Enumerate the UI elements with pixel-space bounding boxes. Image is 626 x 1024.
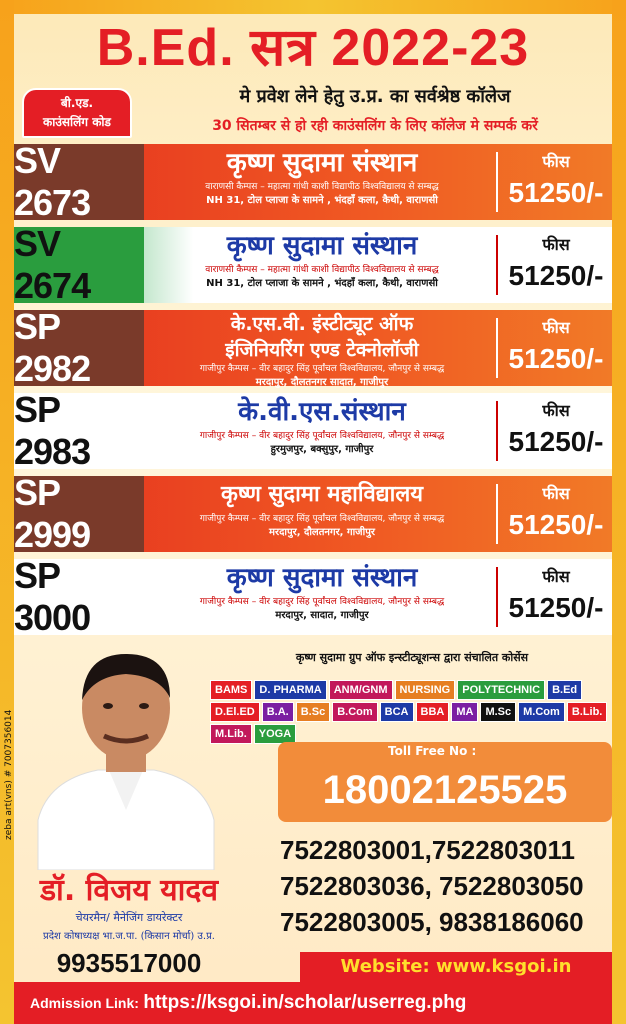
counselling-notice: 30 सितम्बर से हो रही काउंसलिंग के लिए कॉलेज मे सम्पर्क करें — [212, 118, 538, 134]
course-chip: BBA — [416, 702, 450, 722]
college-info — [152, 310, 492, 386]
divider — [496, 318, 498, 378]
fee-box — [500, 144, 612, 220]
course-chip: M.Com — [518, 702, 565, 722]
phone-line[interactable]: 7522803001,7522803011 — [280, 835, 575, 865]
college-address: मरदापुर, दौलतनगर, गाजीपुर — [269, 527, 375, 538]
college-name: कृष्ण सुदामा महाविद्यालय — [220, 482, 423, 507]
subtitle: मे प्रवेश लेने हेतु उ.प्र. का सर्वश्रेष्ठ कॉलेज — [239, 86, 511, 107]
fee-label: फीस — [542, 401, 570, 420]
counselling-code-tag — [22, 88, 132, 138]
college-code: SP 2982 — [14, 310, 144, 386]
main-title: B.Ed. सत्र 2022-23 — [96, 19, 530, 77]
tollfree-label: Toll Free No : — [388, 744, 477, 758]
fee-label: फीस — [542, 567, 570, 586]
person-silhouette-icon — [28, 640, 224, 870]
college-affiliation: गाजीपुर कैम्पस – वीर बहादुर सिंह पूर्वांचल विश्वविद्यालय, जौनपुर से सम्बद्ध — [199, 431, 445, 441]
phone-line[interactable]: 7522803005, 9838186060 — [280, 907, 584, 937]
college-row — [14, 223, 612, 306]
college-name: कृष्ण सुदामा संस्थान — [226, 563, 418, 593]
artist-watermark: zeba art(vns) # 7007356014 — [4, 709, 14, 840]
admission-label: Admission Link: — [30, 995, 139, 1011]
college-address: NH 31, टोल प्लाजा के सामने , भंदहाँ कला, कैथी, वाराणसी — [206, 195, 438, 206]
college-row — [14, 389, 612, 472]
college-info — [152, 144, 492, 220]
course-chip: M.Lib. — [210, 724, 252, 744]
course-chip: BCA — [380, 702, 414, 722]
left-border — [0, 0, 14, 1024]
college-info — [152, 476, 492, 552]
course-chip: ANM/GNM — [329, 680, 393, 700]
fee-label: फीस — [542, 318, 570, 337]
fee-box — [500, 559, 612, 635]
top-border — [0, 0, 626, 14]
course-chip: B.A. — [262, 702, 294, 722]
college-affiliation: वाराणसी कैम्पस – महात्मा गांधी काशी विद्यापीठ विश्वविद्यालय से सम्बद्ध — [205, 265, 439, 275]
college-name: के.वी.एस.संस्थान — [238, 397, 406, 427]
college-row — [14, 140, 612, 223]
course-chip: D. PHARMA — [254, 680, 326, 700]
fee-amount: 51250/- — [508, 260, 604, 291]
college-info — [152, 559, 492, 635]
phone-list — [280, 832, 614, 940]
course-chip: M.Sc — [480, 702, 516, 722]
fee-box — [500, 227, 612, 303]
chairman-photo — [28, 640, 224, 870]
divider — [496, 567, 498, 627]
course-chip: YOGA — [254, 724, 296, 744]
college-code: SP 2999 — [14, 476, 144, 552]
fee-label: फीस — [542, 235, 570, 254]
code-tag-line1: बी.एड. — [60, 96, 94, 110]
fee-box — [500, 393, 612, 469]
chairman-role2: प्रदेश कोषाध्यक्ष भा.ज.पा. (किसान मोर्चा) उ.प्र. — [43, 931, 215, 942]
course-chips — [210, 680, 614, 744]
college-address: NH 31, टोल प्लाजा के सामने , भंदहाँ कला, कैथी, वाराणसी — [206, 278, 438, 289]
college-name: कृष्ण सुदामा संस्थान — [226, 148, 418, 178]
college-code: SV 2673 — [14, 144, 144, 220]
college-affiliation: गाजीपुर कैम्पस – वीर बहादुर सिंह पूर्वांचल विश्वविद्यालय, जौनपुर से सम्बद्ध — [199, 597, 445, 607]
college-code: SV 2674 — [14, 227, 144, 303]
admission-link[interactable]: https://ksgoi.in/scholar/userreg.phg — [143, 992, 467, 1013]
course-chip: BAMS — [210, 680, 252, 700]
chairman-phone[interactable]: 9935517000 — [56, 948, 202, 978]
college-info — [152, 393, 492, 469]
tollfree-number[interactable]: 18002125525 — [322, 768, 568, 812]
course-chip: POLYTECHNIC — [457, 680, 545, 700]
fee-box — [500, 476, 612, 552]
fee-amount: 51250/- — [508, 177, 604, 208]
course-chip: B.Ed — [547, 680, 582, 700]
college-code: SP 3000 — [14, 559, 144, 635]
divider — [496, 152, 498, 212]
college-name: के.एस.वी. इंस्टीट्यूट ऑफ — [230, 313, 414, 335]
fee-amount: 51250/- — [508, 509, 604, 540]
divider — [496, 484, 498, 544]
course-chip: B.Com — [332, 702, 377, 722]
divider — [496, 401, 498, 461]
college-code: SP 2983 — [14, 393, 144, 469]
admission-bar — [14, 982, 612, 1024]
college-address: मरदापुर, सादात, गाजीपुर — [275, 610, 369, 621]
fee-amount: 51250/- — [508, 426, 604, 457]
course-chip: B.Lib. — [567, 702, 608, 722]
college-info — [152, 227, 492, 303]
fee-label: फीस — [542, 152, 570, 171]
college-row — [14, 555, 612, 638]
course-chip: MA — [451, 702, 478, 722]
chairman-name: डॉ. विजय यादव — [40, 873, 218, 908]
college-name-line2: इंजिनियरिंग एण्ड टेक्नोलॉजी — [225, 339, 419, 361]
college-affiliation: वाराणसी कैम्पस – महात्मा गांधी काशी विद्यापीठ विश्वविद्यालय से सम्बद्ध — [205, 182, 439, 192]
fee-amount: 51250/- — [508, 592, 604, 623]
college-row — [14, 472, 612, 555]
college-affiliation: गाजीपुर कैम्पस – वीर बहादुर सिंह पूर्वांचल विश्वविद्यालय, जौनपुर से सम्बद्ध — [199, 514, 445, 524]
right-border — [612, 0, 626, 1024]
fee-label: फीस — [542, 484, 570, 503]
college-address: मरदापुर, दौलतनगर सादात, गाजीपुर — [255, 377, 389, 388]
course-chip: NURSING — [395, 680, 456, 700]
course-chip: D.El.ED — [210, 702, 260, 722]
code-tag-line2: काउंसलिंग कोड — [43, 115, 111, 129]
website-link[interactable]: Website: www.ksgoi.in — [300, 952, 612, 982]
divider — [496, 235, 498, 295]
college-affiliation: गाजीपुर कैम्पस – वीर बहादुर सिंह पूर्वांचल विश्वविद्यालय, जौनपुर से सम्बद्ध — [199, 364, 445, 374]
course-chip: B.Sc — [296, 702, 330, 722]
chairman-role: चेयरमैन/ मैनेजिंग डायरेक्टर — [75, 911, 183, 924]
phone-line[interactable]: 7522803036, 7522803050 — [280, 871, 584, 901]
fee-amount: 51250/- — [508, 343, 604, 374]
group-courses-title: कृष्ण सुदामा ग्रुप ऑफ इन्स्टीट्यूशन्स द्वारा संचालित कोर्सेस — [295, 651, 529, 664]
college-address: हुरमुजपुर, बक्सुपुर, गाजीपुर — [270, 444, 374, 455]
college-name: कृष्ण सुदामा संस्थान — [226, 231, 418, 261]
college-row — [14, 306, 612, 389]
fee-box — [500, 310, 612, 386]
